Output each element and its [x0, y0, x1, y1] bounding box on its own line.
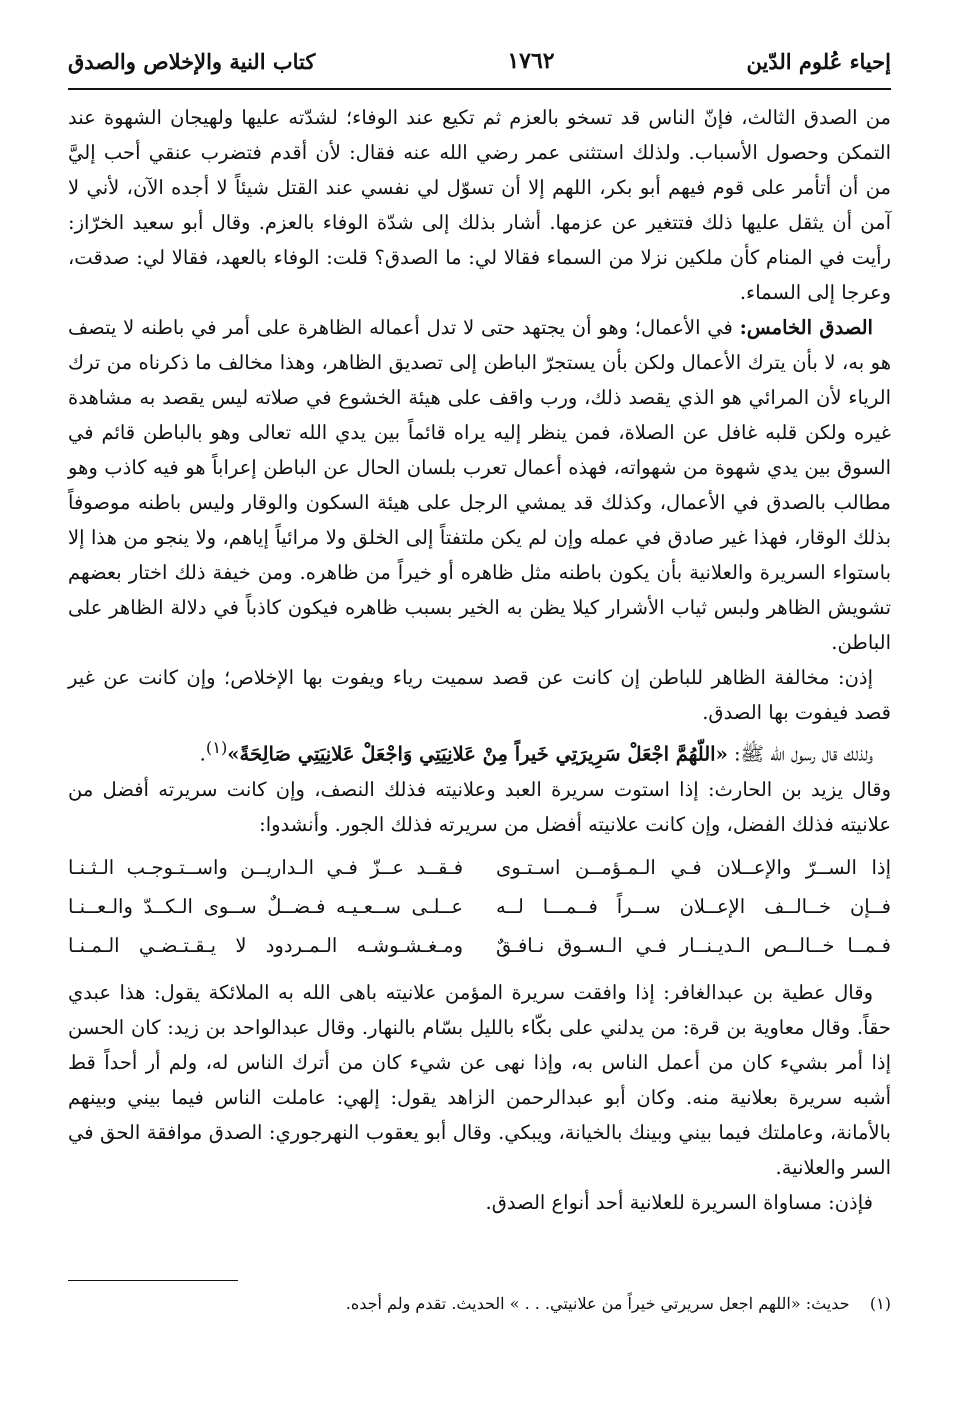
book-title: إحياء عُلوم الدّين [746, 48, 891, 74]
paragraph: من الصدق الثالث، فإنّ الناس قد تسخو بالعزم ثم تكيع عند الوفاء؛ لشدّته عليها ولهيجان الشهوة عند التمكن وحصول الأسباب. ولذلك استثنى عمر رضي الله عنه فقال: لأن أقدم فتضرب عنقي أحب إليَّ من أن أتأمر على قوم فيهم أبو بكر، اللهم إلا أن تسوّل لي نفسي عند القتل شيئاً لا أجده الآن، لأني لا آمن أن يثقل عليها ذلك فتتغير عن عزمها. أشار بذلك إلى شدّة الوفاء بالعزم. وقال أبو سعيد الخرّاز: رأيت في المنام كأن ملكين نزلا من السماء فقالا لي: ما الصدق؟ قلت: الوفاء بالعهد، فقالا لي: صدقت، وعرجا إلى السماء. [68, 106, 891, 304]
verse-hemistich: عــلـى ســعـيـه فـضــلٌ ســوى الـكــدّ والـعــنـا [68, 894, 464, 918]
paragraph [68, 310, 891, 660]
paragraph [68, 730, 891, 772]
hadith-quote: «اللّهُمَّ اجْعَلْ سَرِيرَتِي خَيراً مِنْ عَلانِيَتِي وَاجْعَلْ عَلانِيَتِي صَالِحَةً» [227, 742, 728, 766]
paragraph: فإذن: مساواة السريرة للعلانية أحد أنواع الصدق. [485, 1190, 873, 1214]
paragraph: وقال عطية بن عبدالغافر: إذا وافقت سريرة المؤمن علانيته باهى الله به الملائكة يقول: هذا عبدي حقاً. وقال معاوية بن قرة: من يدلني على بكّاء بالليل بسّام بالنهار. وقال عبدالواحد بن زيد: كان الحسن إذا أمر بشيء كان من أعمل الناس به، وإذا نهى عن شيء كان من أترك الناس له، ولم أر أحداً قط أشبه سريرة بعلانية منه. وكان أبو عبدالرحمن الزاهد يقول: إلهي: عاملت الناس فيما بيني وبينهم بالأمانة، وعاملتك فيما بيني وبينك بالخيانة، ويبكي. وقال أبو يعقوب النهرجوري: الصدق موافقة الحق في السر والعلانية. [68, 980, 891, 1179]
verse-hemistich: فــإن خــالــف الإعــلان ســراً فــمـــا لــه [495, 894, 891, 918]
footnote [68, 1290, 891, 1318]
chapter-title: كتاب النية والإخلاص والصدق [68, 48, 316, 74]
section-lead: الصدق الخامس: [739, 316, 873, 339]
paragraph-text: في الأعمال؛ وهو أن يجتهد حتى لا تدل أعماله الظاهرة على أمر في باطنه لا يتصف هو به، لا بأن يترك الأعمال ولكن بأن يستجرّ الباطن إلى تصديق الظاهر، وهذا مخالف ما ذكرناه من ترك الرياء لأن المرائي هو الذي يقصد ذلك، ورب واقف على هيئة الخشوع في صلاته ليس يقصد به مشاهدة غيره ولكن قلبه غافل عن الصلاة، فمن ينظر إليه يراه قائماً بين يدي الله تعالى وهو بالباطن قائم في السوق بين يدي شهوة من شهواته، فهذه أعمال تعرب بلسان الحال عن الباطن إعراباً هو فيه كاذب وهو مطالب بالصدق في الأعمال، وكذلك قد يمشي الرجل على هيئة السكون والوقار وليس باطنه موصوفاً بذلك الوقار، فهذا غير صادق في عمله وإن لم يكن ملتفتاً إلى الخلق ولا مرائياً إياهم، ولا ينجو من هذا إلا باستواء السريرة والعلانية بأن يكون باطنه مثل ظاهره أو خيراً من ظاهره. ومن خيفة ذلك اختار بعضهم تشويش الظاهر ولبس ثياب الأشرار كيلا يظن به الخير بسبب ظاهره فيكون كاذباً في دلالة الظاهر على الباطن. [68, 316, 891, 654]
paragraph-lead: ولذلك قال رسول الله ﷺ: [727, 742, 873, 766]
page-header [68, 38, 891, 84]
paragraph: إذن: مخالفة الظاهر للباطن إن كانت عن قصد سميت رياء ويفوت بها الإخلاص؛ وإن كانت عن غير قصد فيفوت بها الصدق. [68, 666, 891, 724]
footnote-marker: (١) [869, 1294, 891, 1313]
footnote-ref: (١) [205, 738, 228, 757]
footnote-text: حديث: «اللهم اجعل سريرتي خيراً من علانيتي. . . » الحديث. تقدم ولم أجده. [345, 1294, 850, 1313]
verse-hemistich: فـقــد عــزّ فـي الـداريــن واســتـوجـب الـثـنـا [68, 855, 464, 879]
verse-hemistich: ومـغـشـوشـه الـمـردود لا يـقـتـضـي الـمـنـا [68, 933, 464, 957]
verse-hemistich: فـمــا خــالــص الـديـنــار فـي الـسـوق نـافـقٌ [495, 933, 891, 957]
page-number: ١٧٦٢ [507, 48, 555, 74]
verse-line [68, 848, 891, 887]
footnote-rule [68, 1280, 238, 1281]
poetry-block [68, 848, 891, 965]
paragraph: وقال يزيد بن الحارث: إذا استوت سريرة العبد وعلانيته فذلك النصف، وإن كانت سريرته أفضل من علانيته فذلك الفضل، وإن كانت علانيته أفضل من سريرته فذلك الجور. وأنشدوا: [68, 777, 891, 836]
verse-line [68, 926, 891, 965]
paragraph-tail: . [199, 742, 206, 766]
verse-hemistich: إذا الســرّ والإعــلان فـي الـمـؤمــن اسـتـوى [495, 855, 891, 879]
header-rule [68, 88, 891, 90]
verse-line [68, 887, 891, 926]
main-text [68, 100, 891, 1220]
